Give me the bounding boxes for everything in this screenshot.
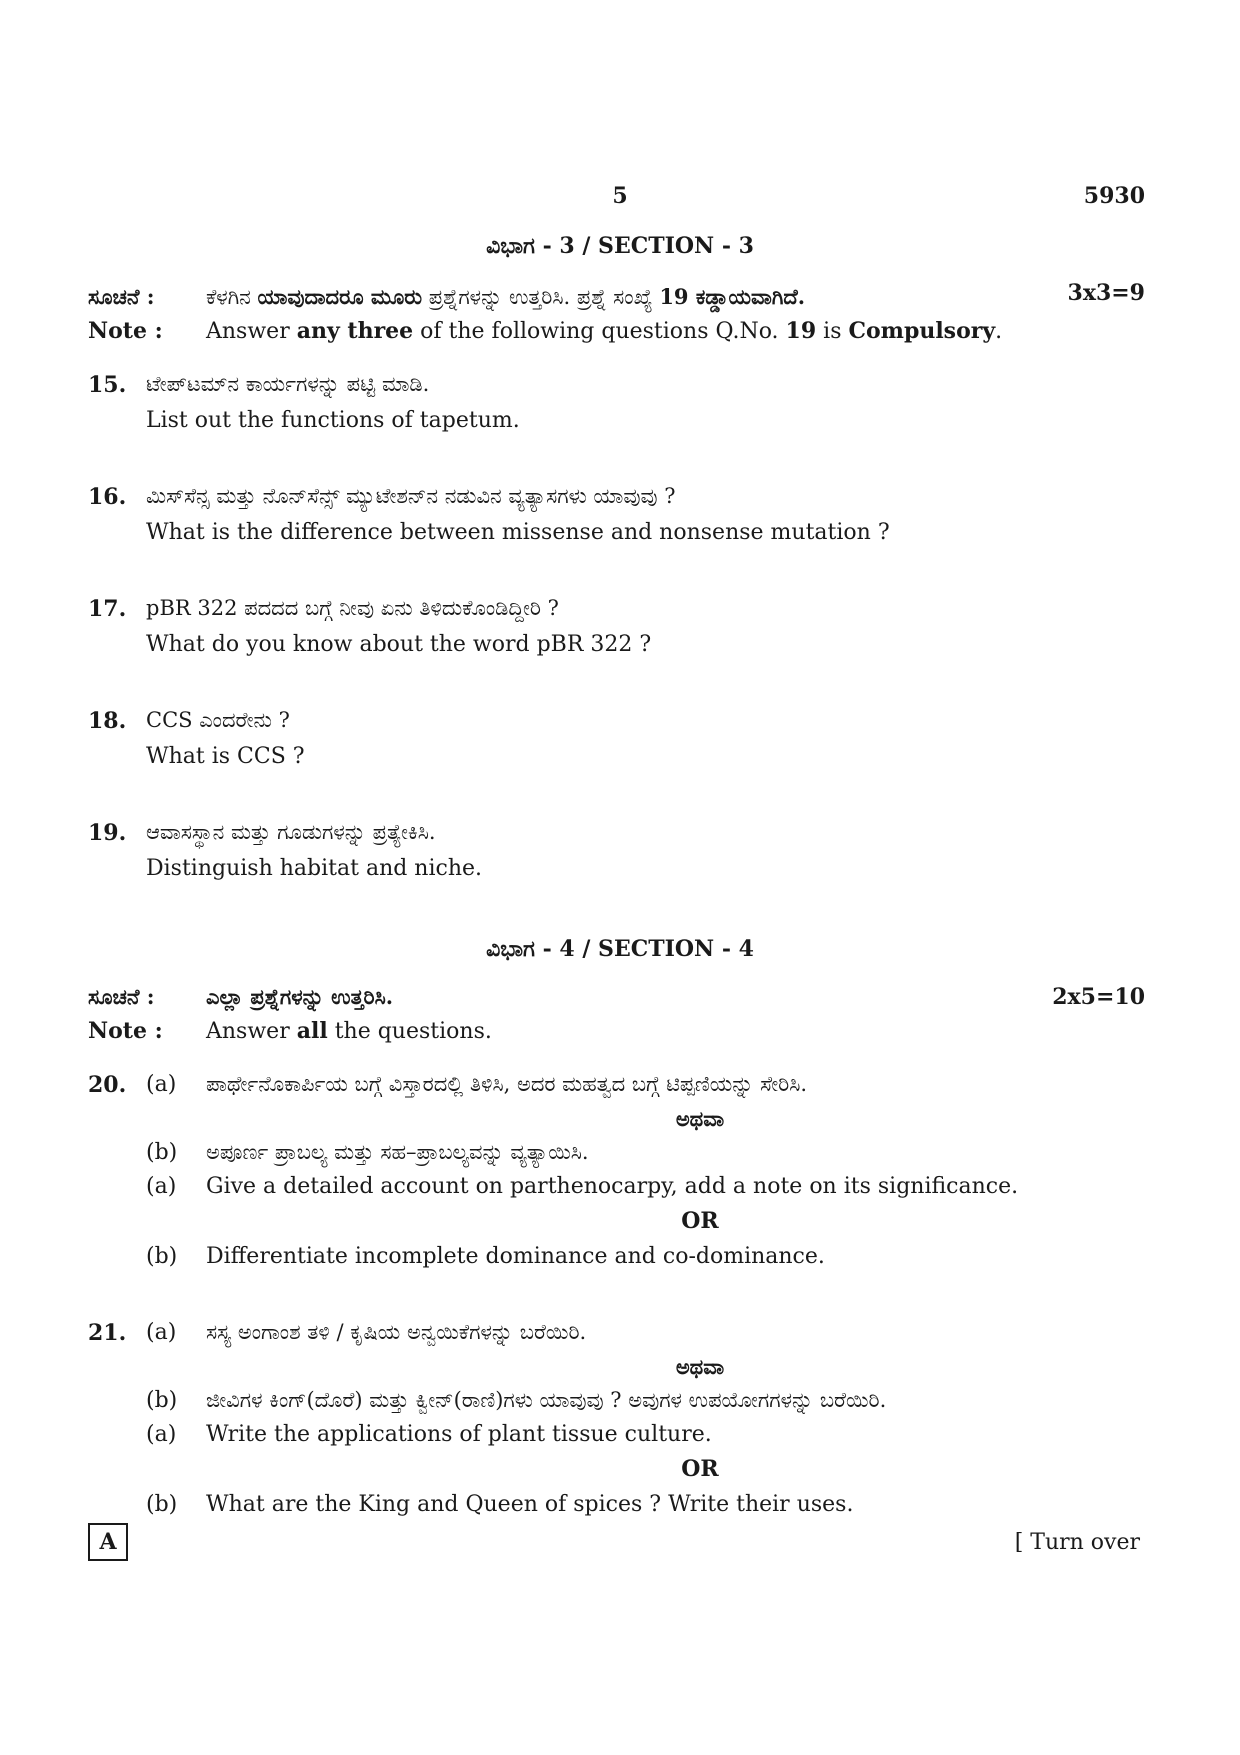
question-text-en: What is the difference between missense and nonsense mutation ? <box>146 520 890 545</box>
note-label-en: Note : <box>88 1018 163 1044</box>
question-text-kn: ಅಪೂರ್ಣ ಪ್ರಾಬಲ್ಯ ಮತ್ತು ಸಹ–ಪ್ರಾಬಲ್ಯವನ್ನು ವ್ಯತ್ಯಾಯಿಸಿ. <box>206 1140 589 1164</box>
question-text-en: What is CCS ? <box>146 744 305 769</box>
section-3-note-kn: ಕೆಳಗಿನ ಯಾವುದಾದರೂ ಮೂರು ಪ್ರಶ್ನೆಗಳನ್ನು ಉತ್ತರಿಸಿ. ಪ್ರಶ್ನೆ ಸಂಖ್ಯೆ 19 ಕಡ್ಡಾಯವಾಗಿದೆ. <box>206 284 806 309</box>
or-separator: OR <box>681 1208 719 1234</box>
question-number: 19. <box>88 820 127 846</box>
question-number: 18. <box>88 708 127 734</box>
turn-over-label: [ Turn over <box>1014 1530 1140 1555</box>
part-label: (b) <box>146 1492 178 1517</box>
section-4-note-en: Answer all the questions. <box>206 1018 492 1044</box>
section-3-note-en: Answer any three of the following questions Q.No. 19 is Compulsory. <box>206 318 1003 344</box>
page-number: 5 <box>612 183 628 209</box>
or-separator-kn: ಅಥವಾ <box>675 1106 725 1131</box>
part-label: (a) <box>146 1320 177 1345</box>
version-box: A <box>88 1523 128 1561</box>
question-number: 15. <box>88 372 127 398</box>
question-text-kn: pBR 322 ಪದದದ ಬಗ್ಗೆ ನೀವು ಏನು ತಿಳಿದುಕೊಂಡಿದ್ದೀರಿ ? <box>146 596 559 620</box>
note-label-kn: ಸೂಚನೆ : <box>88 984 155 1009</box>
section-3-title: ವಿಭಾಗ - 3 / SECTION - 3 <box>486 233 754 259</box>
part-label: (a) <box>146 1422 177 1447</box>
section-4-marks: 2x5=10 <box>1052 984 1145 1010</box>
part-label: (b) <box>146 1388 178 1413</box>
part-label: (a) <box>146 1174 177 1199</box>
question-text-en: List out the functions of tapetum. <box>146 408 520 433</box>
paper-code: 5930 <box>1083 183 1145 209</box>
part-label: (b) <box>146 1140 178 1165</box>
section-4-title: ವಿಭಾಗ - 4 / SECTION - 4 <box>486 936 754 962</box>
question-text-en: Write the applications of plant tissue culture. <box>206 1422 712 1447</box>
question-text-en: What do you know about the word pBR 322 ? <box>146 632 652 657</box>
question-text-kn: ಸಸ್ಯ ಅಂಗಾಂಶ ತಳಿ / ಕೃಷಿಯ ಅನ್ವಯಿಕೆಗಳನ್ನು ಬರೆಯಿರಿ. <box>206 1320 587 1344</box>
question-text-en: Give a detailed account on parthenocarpy, add a note on its significance. <box>206 1174 1019 1199</box>
section-4-note-kn: ಎಲ್ಲಾ ಪ್ರಶ್ನೆಗಳನ್ನು ಉತ್ತರಿಸಿ. <box>206 984 394 1009</box>
question-text-kn: ಮಿಸ್‌ಸೆನ್ಸ ಮತ್ತು ನೊನ್‌ಸೆನ್ಸ್ ಮ್ಯುಟೇಶನ್‌ನ ನಡುವಿನ ವ್ಯತ್ಯಾಸಗಳು ಯಾವುವು ? <box>146 484 676 508</box>
question-number: 20. <box>88 1072 127 1098</box>
question-number: 21. <box>88 1320 127 1346</box>
note-label-kn: ಸೂಚನೆ : <box>88 284 155 309</box>
note-label-en: Note : <box>88 318 163 344</box>
question-number: 16. <box>88 484 127 510</box>
or-separator: OR <box>681 1456 719 1482</box>
question-text-en: What are the King and Queen of spices ? Write their uses. <box>206 1492 854 1517</box>
or-separator-kn: ಅಥವಾ <box>675 1354 725 1379</box>
section-3-marks: 3x3=9 <box>1067 280 1145 306</box>
question-number: 17. <box>88 596 127 622</box>
question-text-kn: CCS ಎಂದರೇನು ? <box>146 708 290 732</box>
question-text-en: Differentiate incomplete dominance and co-dominance. <box>206 1244 825 1269</box>
part-label: (b) <box>146 1244 178 1269</box>
question-text-kn: ಜೀವಿಗಳ ಕಿಂಗ್(ದೊರೆ) ಮತ್ತು ಕ್ವೀನ್(ರಾಣಿ)ಗಳು ಯಾವುವು ? ಅವುಗಳ ಉಪಯೋಗಗಳನ್ನು ಬರೆಯಿರಿ. <box>206 1388 887 1412</box>
question-text-en: Distinguish habitat and niche. <box>146 856 483 881</box>
part-label: (a) <box>146 1072 177 1097</box>
question-text-kn: ಪಾರ್ಥೇನೊಕಾರ್ಪಿಯ ಬಗ್ಗೆ ವಿಸ್ತಾರದಲ್ಲಿ ತಿಳಿಸಿ, ಅದರ ಮಹತ್ವದ ಬಗ್ಗೆ ಟಿಪ್ಪಣಿಯನ್ನು ಸೇರಿಸಿ. <box>206 1072 808 1096</box>
question-text-kn: ಆವಾಸಸ್ಥಾನ ಮತ್ತು ಗೂಡುಗಳನ್ನು ಪ್ರತ್ಯೇಕಿಸಿ. <box>146 820 436 844</box>
question-text-kn: ಟೇಪ್‌ಟಮ್‌ನ ಕಾರ್ಯಗಳನ್ನು ಪಟ್ಟಿ ಮಾಡಿ. <box>146 372 430 396</box>
